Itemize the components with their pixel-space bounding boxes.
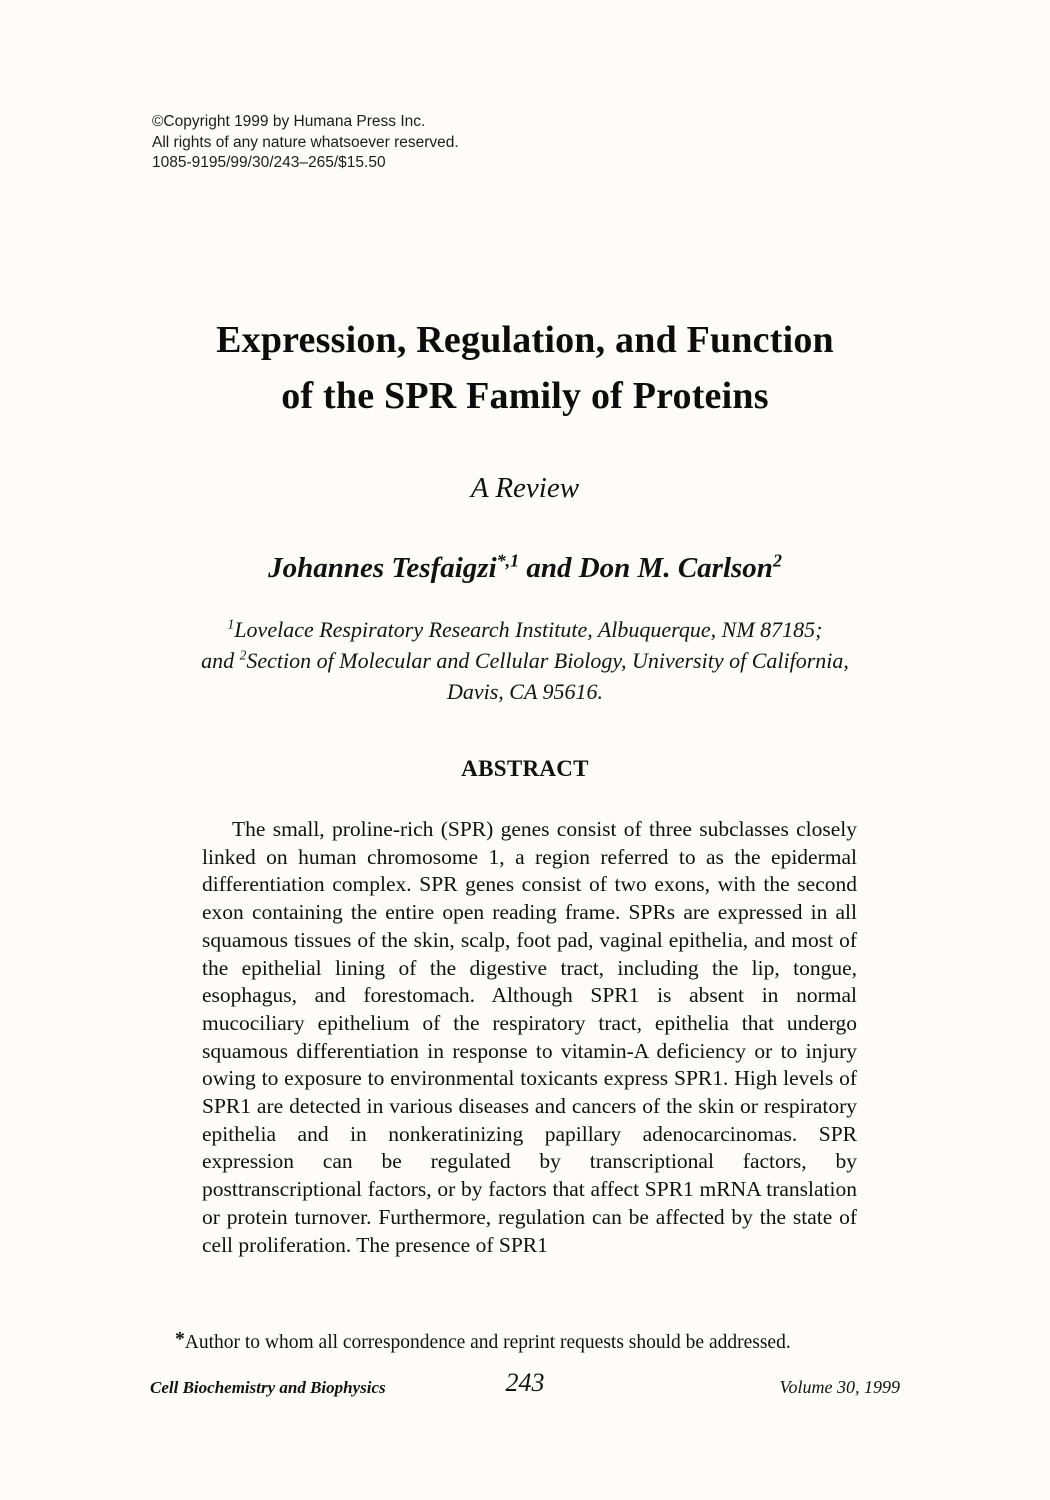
abstract-heading: ABSTRACT <box>461 756 589 781</box>
author-line <box>0 552 1050 585</box>
affiliation-2-pre: and <box>201 648 240 673</box>
copyright-block <box>152 112 459 174</box>
copyright-line-2: All rights of any nature whatsoever reserved. <box>152 133 459 151</box>
article-title <box>0 312 1050 424</box>
abstract-paragraph: The small, proline-rich (SPR) genes consist of three subclasses closely linked on human chromosome 1, a region referred to as the epidermal differentiation complex. SPR genes consist of two exons, with the second exon containing the entire open reading frame. SPRs are expressed in all squamous tissues of the skin, scalp, foot pad, vaginal epithelia, and most of the epithelial lining of the digestive tract, including the lip, tongue, esophagus, and forestomach. Although SPR1 is absent in normal mucociliary epithelium of the respiratory tract, epithelia that undergo squamous differentiation in response to vitamin-A deficiency or to injury owing to exposure to environmental toxicants express SPR1. High levels of SPR1 are detected in various diseases and cancers of the skin or respiratory epithelia and in nonkeratinizing papillary adenocarcinomas. SPR expression can be regulated by transcriptional factors, by posttranscriptional factors, or by factors that affect SPR1 mRNA translation or protein turnover. Furthermore, regulation can be affected by the state of cell proliferation. The presence of SPR1 <box>202 817 857 1257</box>
volume-info: Volume 30, 1999 <box>779 1377 900 1397</box>
affiliation-1-superscript: 1 <box>227 616 235 632</box>
affiliation-line-1 <box>0 614 1050 645</box>
affiliation-block <box>0 614 1050 707</box>
author-name-2: and Don M. Carlson <box>519 552 773 584</box>
footnote-text: Author to whom all correspondence and reprint requests should be addressed. <box>184 1332 791 1353</box>
article-title-line-1: Expression, Regulation, and Function <box>216 319 834 361</box>
article-subtitle: A Review <box>470 472 580 504</box>
affiliation-line-2 <box>0 645 1050 676</box>
journal-name: Cell Biochemistry and Biophysics <box>150 1378 386 1397</box>
article-title-line-2: of the SPR Family of Proteins <box>281 375 769 417</box>
author-name-1: Johannes Tesfaigzi <box>268 552 497 584</box>
author-2-superscript: 2 <box>772 550 782 571</box>
copyright-line-1: ©Copyright 1999 by Humana Press Inc. <box>152 113 426 130</box>
affiliation-line-3: Davis, CA 95616. <box>446 679 604 704</box>
author-1-superscript: *,1 <box>496 550 520 571</box>
page-number: 243 <box>505 1368 545 1397</box>
affiliation-1-text: Lovelace Respiratory Research Institute, Albuquerque, NM 87185; <box>234 617 823 642</box>
affiliation-2-text: Section of Molecular and Cellular Biology, University of California, <box>246 648 849 673</box>
affiliation-2-superscript: 2 <box>239 647 247 663</box>
correspondence-footnote <box>175 1329 905 1354</box>
footnote-asterisk: * <box>175 1329 185 1350</box>
copyright-line-3: 1085-9195/99/30/243–265/$15.50 <box>152 154 386 171</box>
page-footer <box>0 1368 1050 1408</box>
